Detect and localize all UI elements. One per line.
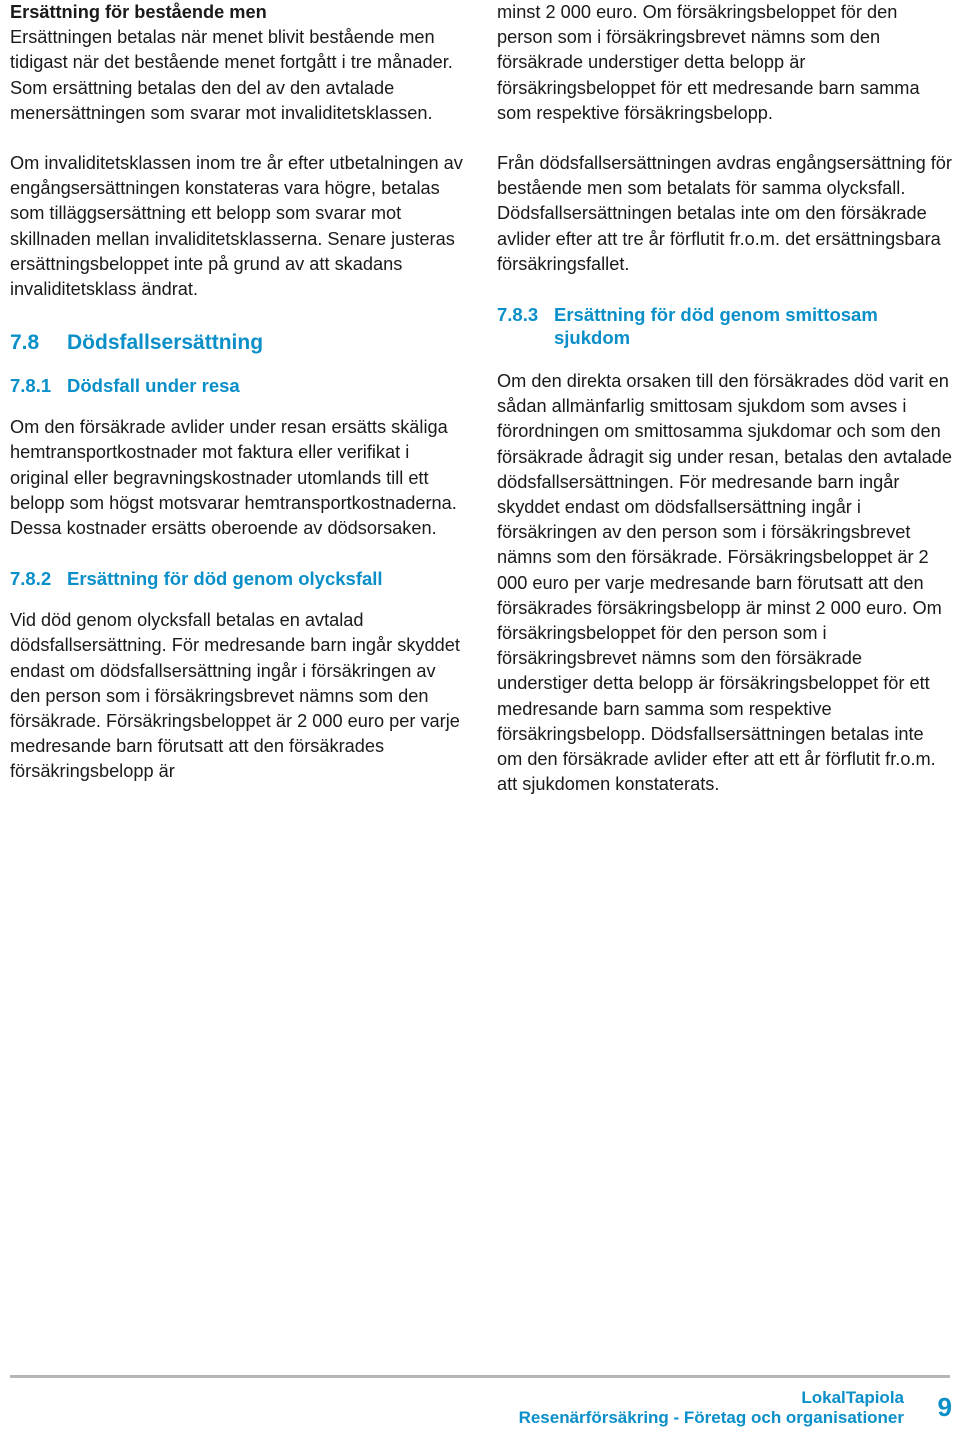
heading-number: 7.8.1 <box>10 375 52 397</box>
paragraph-dod-olycksfall: Vid död genom olycksfall betalas en avtalad dödsfallsersättning. För medresande barn ingår skyddet endast om dödsfallsersättning ingår i försäkringen av den person som i försäkringsbrevet nämns som den försäkrade. Försäkringsbeloppet är 2 000 euro per varje medresande barn förutsatt att den försäkrades försäkringsbelopp är <box>10 610 460 782</box>
footer-subtitle: Resenärförsäkring - Företag och organisationer <box>518 1408 904 1427</box>
heading-number: 7.8.2 <box>10 568 52 590</box>
lead-paragraph: Ersättningen betalas när menet blivit bestående men tidigast när det bestående menet fortgått i tre månader. Som ersättning betalas den del av den avtalade menersättningen som svarar mot invaliditetsklassen. <box>10 27 453 123</box>
right-column <box>497 0 952 797</box>
footer-divider <box>10 1375 950 1378</box>
paragraph-dodsfall-under-resa: Om den försäkrade avlider under resan ersätts skäliga hemtransportkostnader mot faktura eller verifikat i original eller begravningskostnader utomlands till ett belopp som högst motsvarar hemtransportkostnaderna. Dessa kostnader ersätts oberoende av dödsorsaken. <box>10 417 457 539</box>
heading-7-8-1 <box>10 374 470 397</box>
heading-7-8-2 <box>10 567 470 590</box>
heading-title: Dödsfall under resa <box>67 375 240 397</box>
heading-7-8 <box>10 330 470 356</box>
footer <box>519 1388 904 1428</box>
paragraph-continuation: minst 2 000 euro. Om försäkringsbeloppet för den person som i försäkringsbrevet nämns som den försäkrade understiger detta belopp är försäkringsbeloppet för ett medresande barn samma som respektive försäkringsbelopp. <box>497 2 920 123</box>
paragraph-smittosam-sjukdom: Om den direkta orsaken till den försäkrades död varit en sådan allmänfarlig smittosam sjukdom som avses i förordningen om smittosamma sjukdomar och som den försäkrade ådragit sig under resan, betalas den avtalade dödsfallsersättningen. För medresande barn ingår skyddet endast om dödsfallsersättning ingår i försäkringen av den person som i försäkringsbrevet nämns som den försäkrade. Försäkringsbeloppet är 2 000 euro per varje medresande barn förutsatt att den försäkrades försäkringsbelopp är minst 2 000 euro. Om försäkringsbeloppet för den person som i försäkringsbrevet nämns som den försäkrade understiger detta belopp är försäkringsbeloppet för ett medresande barn samma som respektive försäkringsbelopp. Dödsfallsersättningen betalas inte om den försäkrade avlider efter att ett år förflutit fr.o.m. att sjukdomen konstaterats. <box>497 371 952 795</box>
left-column <box>10 0 470 785</box>
paragraph-avdrag: Från dödsfallsersättningen avdras engångsersättning för bestående men som betalats för samma olycksfall. Dödsfallsersättningen betalas inte om den försäkrade avlider efter att tre år förflutit fr.o.m. det ersättningsbara försäkringsfallet. <box>497 153 952 274</box>
paragraph-invaliditetsklass: Om invaliditetsklassen inom tre år efter utbetalningen av engångsersättningen konstateras vara högre, betalas som tilläggsersättning ett belopp som svarar mot skillnaden mellan invaliditetsklasserna. Senare justeras ersättningsbeloppet inte på grund av att skadans invaliditetsklass ändrat. <box>10 153 463 300</box>
footer-brand: LokalTapiola <box>801 1388 904 1407</box>
heading-title: Ersättning för död genom olycksfall <box>67 568 383 590</box>
heading-title: Ersättning för död genom smittosam sjukdom <box>554 304 878 349</box>
lead-title: Ersättning för bestående men <box>10 2 267 22</box>
heading-title: Dödsfallsersättning <box>67 331 264 355</box>
page-number: 9 <box>937 1392 952 1422</box>
heading-number: 7.8 <box>10 331 40 355</box>
heading-7-8-3 <box>497 303 952 349</box>
heading-number: 7.8.3 <box>497 304 539 326</box>
